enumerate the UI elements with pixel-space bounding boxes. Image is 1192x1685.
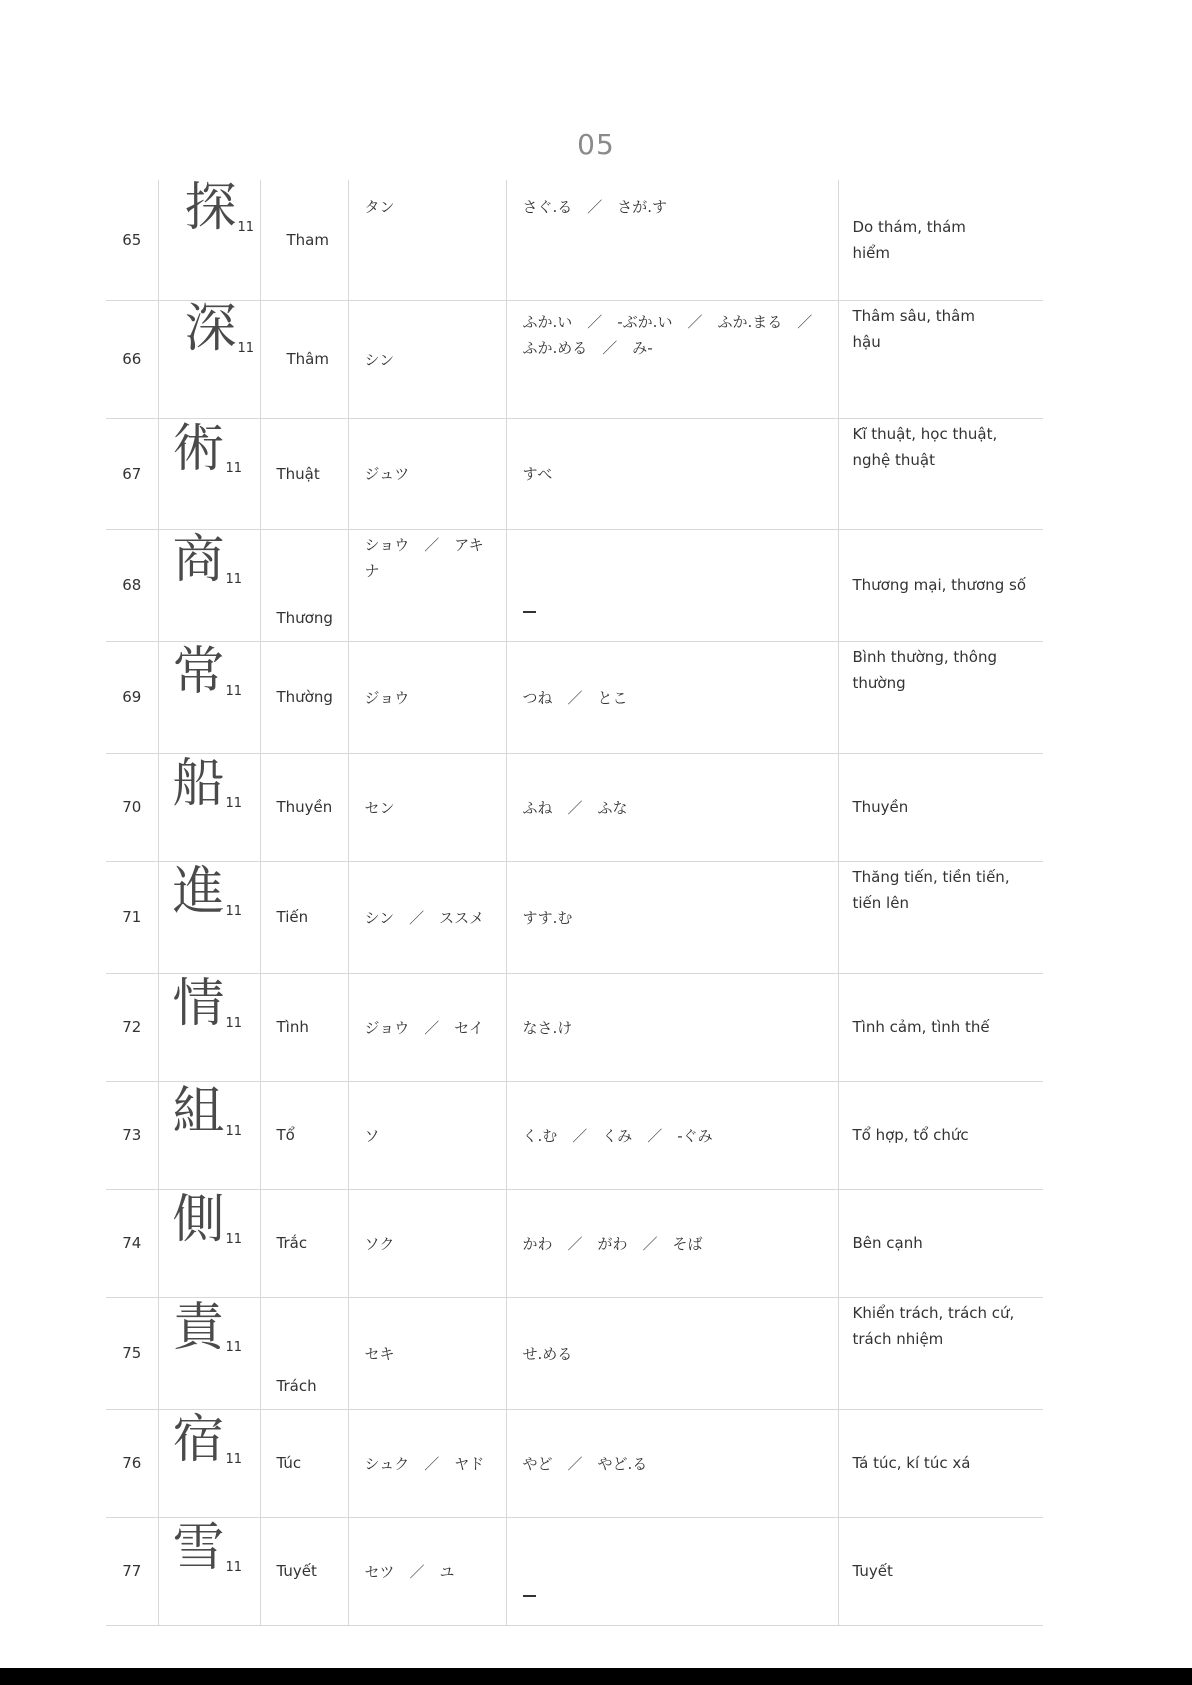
kanji-character: 側 <box>172 1189 225 1250</box>
hanviet-reading: Trắc <box>260 1189 348 1297</box>
onyomi-reading: シン <box>348 300 506 418</box>
hanviet-reading: Tình <box>260 973 348 1081</box>
hanviet-reading: Thuật <box>260 418 348 529</box>
stroke-count: 11 <box>225 903 243 919</box>
table-row <box>106 180 1043 300</box>
onyomi-reading: ソク <box>348 1189 506 1297</box>
onyomi-reading: ジュツ <box>348 418 506 529</box>
row-number: 74 <box>106 1189 158 1297</box>
meaning: Khiển trách, trách cứ, trách nhiệm <box>838 1297 1043 1409</box>
stroke-count: 11 <box>225 1231 243 1247</box>
meaning: Tổ hợp, tổ chức <box>838 1081 1043 1189</box>
row-number: 66 <box>106 300 158 418</box>
onyomi-reading: セツ ／ ユ <box>348 1517 506 1625</box>
table-row <box>106 300 1043 418</box>
onyomi-reading: セキ <box>348 1297 506 1409</box>
stroke-count: 11 <box>225 1123 243 1139</box>
table-row <box>106 418 1043 529</box>
kunyomi-reading: すべ <box>506 418 838 529</box>
table-row <box>106 1081 1043 1189</box>
hanviet-reading: Tiến <box>260 861 348 973</box>
meaning: Tá túc, kí túc xá <box>838 1409 1043 1517</box>
stroke-count: 11 <box>225 795 243 811</box>
kanji-cell <box>158 861 260 973</box>
hanviet-reading: Thường <box>260 641 348 753</box>
onyomi-reading: ソ <box>348 1081 506 1189</box>
meaning: Thăng tiến, tiền tiến, tiến lên <box>838 861 1043 973</box>
table-row <box>106 1409 1043 1517</box>
hanviet-reading: Tuyết <box>260 1517 348 1625</box>
onyomi-reading: タン <box>348 180 506 300</box>
row-number: 67 <box>106 418 158 529</box>
kanji-character: 探 <box>184 178 237 238</box>
meaning: Bên cạnh <box>838 1189 1043 1297</box>
row-number: 70 <box>106 753 158 861</box>
onyomi-reading: ジョウ ／ セイ <box>348 973 506 1081</box>
stroke-count: 11 <box>237 340 255 356</box>
kunyomi-reading: かわ ／ がわ ／ そば <box>506 1189 838 1297</box>
kanji-cell <box>158 641 260 753</box>
meaning: Do thám, thám hiểm <box>838 180 1043 300</box>
stroke-count: 11 <box>225 1451 243 1467</box>
meaning: Thâm sâu, thâm hậu <box>838 300 1043 418</box>
stroke-count: 11 <box>225 571 243 587</box>
kanji-cell <box>158 753 260 861</box>
stroke-count: 11 <box>225 683 243 699</box>
kunyomi-reading: つね ／ とこ <box>506 641 838 753</box>
table-row <box>106 1517 1043 1625</box>
kunyomi-reading: く.む ／ くみ ／ -ぐみ <box>506 1081 838 1189</box>
kanji-cell <box>158 1517 260 1625</box>
kunyomi-empty <box>506 1517 838 1625</box>
hanviet-reading: Tham <box>260 180 348 300</box>
row-number: 77 <box>106 1517 158 1625</box>
kanji-cell <box>158 529 260 641</box>
table-row <box>106 753 1043 861</box>
meaning: Thương mại, thương số <box>838 529 1043 641</box>
onyomi-reading: ショウ ／ アキナ <box>348 529 506 641</box>
kanji-cell <box>158 180 260 300</box>
row-number: 65 <box>106 180 158 300</box>
stroke-count: 11 <box>237 220 255 235</box>
kanji-character: 常 <box>172 641 225 702</box>
meaning: Thuyền <box>838 753 1043 861</box>
page-number: 05 <box>577 128 615 161</box>
kunyomi-reading: せ.める <box>506 1297 838 1409</box>
onyomi-reading: ジョウ <box>348 641 506 753</box>
onyomi-reading: シュク ／ ヤド <box>348 1409 506 1517</box>
meaning: Tuyết <box>838 1517 1043 1625</box>
table-row <box>106 861 1043 973</box>
row-number: 73 <box>106 1081 158 1189</box>
table-row <box>106 1189 1043 1297</box>
row-number: 76 <box>106 1409 158 1517</box>
table-row <box>106 973 1043 1081</box>
kunyomi-reading: ふね ／ ふな <box>506 753 838 861</box>
hanviet-reading: Thuyền <box>260 753 348 861</box>
kunyomi-reading: なさ.け <box>506 973 838 1081</box>
kunyomi-reading: すす.む <box>506 861 838 973</box>
kanji-cell <box>158 418 260 529</box>
kanji-character: 進 <box>172 861 225 922</box>
table-row <box>106 641 1043 753</box>
meaning: Tình cảm, tình thế <box>838 973 1043 1081</box>
kanji-character: 深 <box>184 298 237 359</box>
row-number: 75 <box>106 1297 158 1409</box>
hanviet-reading: Thương <box>260 529 348 641</box>
kunyomi-reading: さぐ.る ／ さが.す <box>506 180 838 300</box>
kanji-character: 術 <box>172 418 225 479</box>
onyomi-reading: シン ／ ススメ <box>348 861 506 973</box>
hanviet-reading: Tổ <box>260 1081 348 1189</box>
kanji-cell <box>158 1409 260 1517</box>
table-row <box>106 1297 1043 1409</box>
stroke-count: 11 <box>225 1559 243 1575</box>
kanji-cell <box>158 1297 260 1409</box>
hanviet-reading: Túc <box>260 1409 348 1517</box>
row-number: 68 <box>106 529 158 641</box>
table-row <box>106 529 1043 641</box>
hanviet-reading: Thâm <box>260 300 348 418</box>
kanji-table <box>106 180 1043 1626</box>
kanji-character: 船 <box>172 753 225 814</box>
kanji-character: 情 <box>172 973 225 1034</box>
kanji-character: 商 <box>172 529 225 590</box>
row-number: 72 <box>106 973 158 1081</box>
stroke-count: 11 <box>225 460 243 476</box>
kanji-character: 責 <box>172 1297 225 1358</box>
onyomi-reading: セン <box>348 753 506 861</box>
row-number: 71 <box>106 861 158 973</box>
page-bottom-bar <box>0 1668 1192 1685</box>
kunyomi-empty <box>506 529 838 641</box>
meaning: Kĩ thuật, học thuật, nghệ thuật <box>838 418 1043 529</box>
stroke-count: 11 <box>225 1339 243 1355</box>
kanji-cell <box>158 1081 260 1189</box>
hanviet-reading: Trách <box>260 1297 348 1409</box>
kanji-cell <box>158 1189 260 1297</box>
kanji-character: 組 <box>172 1081 225 1142</box>
kanji-cell <box>158 300 260 418</box>
kanji-cell <box>158 973 260 1081</box>
kunyomi-reading: やど ／ やど.る <box>506 1409 838 1517</box>
kunyomi-reading: ふか.い ／ -ぶか.い ／ ふか.まる ／ ふか.める ／ み- <box>506 300 838 418</box>
kanji-character: 宿 <box>172 1409 225 1470</box>
stroke-count: 11 <box>225 1015 243 1031</box>
meaning: Bình thường, thông thường <box>838 641 1043 753</box>
row-number: 69 <box>106 641 158 753</box>
kanji-character: 雪 <box>172 1517 225 1578</box>
